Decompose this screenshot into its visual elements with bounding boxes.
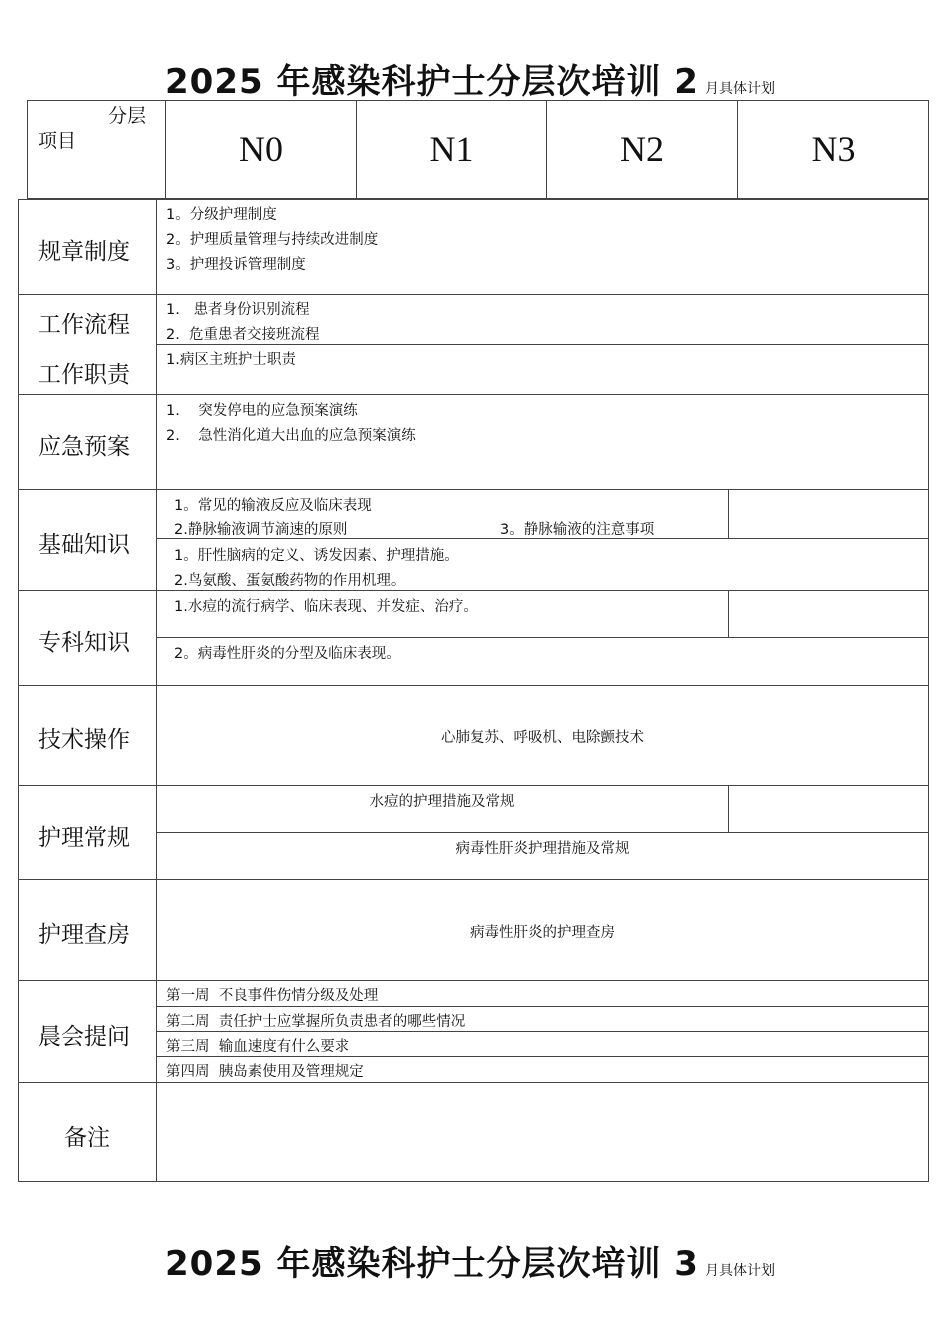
rules-item: 2。护理质量管理与持续改进制度 — [166, 232, 379, 248]
title-main: 2025 年感染科护士分层次培训 2 — [165, 62, 699, 102]
header-corner-bottom: 项目 — [38, 130, 77, 152]
title-suffix: 月具体计划 — [704, 81, 775, 97]
level-n2: N2 — [620, 129, 664, 169]
row-label-basic: 基础知识 — [38, 532, 130, 558]
rounds-text: 病毒性肝炎的护理查房 — [470, 925, 615, 941]
row-label-workflow: 工作流程 — [38, 312, 130, 338]
next-page-title — [165, 1236, 775, 1285]
basic-item: 2.静脉输液调节滴速的原则 — [174, 522, 348, 538]
rules-item: 3。护理投诉管理制度 — [166, 257, 306, 273]
workflow-item: 1. 患者身份识别流程 — [166, 302, 310, 318]
specialty-item: 2。病毒性肝炎的分型及临床表现。 — [174, 646, 401, 662]
routine-item: 病毒性肝炎护理措施及常规 — [455, 841, 630, 857]
level-n3: N3 — [811, 129, 856, 169]
duty-item: 1.病区主班护士职责 — [166, 352, 296, 368]
technique-text: 心肺复苏、呼吸机、电除颤技术 — [441, 730, 644, 746]
routine-item: 水痘的护理措施及常规 — [369, 794, 515, 810]
row-label-notes: 备注 — [64, 1125, 110, 1151]
basic-item: 1。肝性脑病的定义、诱发因素、护理措施。 — [174, 548, 459, 564]
emergency-item: 2. 急性消化道大出血的应急预案演练 — [166, 428, 416, 444]
specialty-item: 1.水痘的流行病学、临床表现、并发症、治疗。 — [174, 599, 478, 615]
morning-item: 第一周 不良事件伤情分级及处理 — [166, 988, 379, 1004]
basic-item: 1。常见的输液反应及临床表现 — [174, 498, 372, 514]
page-title — [165, 54, 775, 103]
row-label-routine: 护理常规 — [38, 825, 130, 851]
plan-table — [18, 199, 929, 1182]
basic-item: 2.鸟氨酸、蛋氨酸药物的作用机理。 — [174, 573, 406, 589]
morning-item: 第二周 责任护士应掌握所负责患者的哪些情况 — [166, 1014, 466, 1030]
morning-item: 第三周 输血速度有什么要求 — [166, 1039, 350, 1055]
title-main: 2025 年感染科护士分层次培训 3 — [165, 1244, 699, 1284]
title-suffix: 月具体计划 — [704, 1263, 775, 1279]
basic-item: 3。静脉输液的注意事项 — [500, 522, 655, 538]
header-corner-top: 分层 — [108, 105, 147, 127]
level-n1: N1 — [429, 129, 474, 169]
row-label-specialty: 专科知识 — [38, 630, 130, 656]
morning-item: 第四周 胰岛素使用及管理规定 — [166, 1064, 364, 1080]
level-n0: N0 — [239, 129, 283, 169]
row-label-technique: 技术操作 — [38, 727, 130, 753]
workflow-item: 2. 危重患者交接班流程 — [166, 327, 320, 343]
row-label-morning: 晨会提问 — [38, 1024, 130, 1050]
row-label-rounds: 护理查房 — [38, 922, 130, 948]
row-label-duty: 工作职责 — [38, 362, 130, 388]
rules-item: 1。分级护理制度 — [166, 207, 277, 223]
emergency-item: 1. 突发停电的应急预案演练 — [166, 403, 358, 419]
row-label-rules: 规章制度 — [38, 239, 130, 265]
row-label-emergency: 应急预案 — [38, 434, 130, 460]
